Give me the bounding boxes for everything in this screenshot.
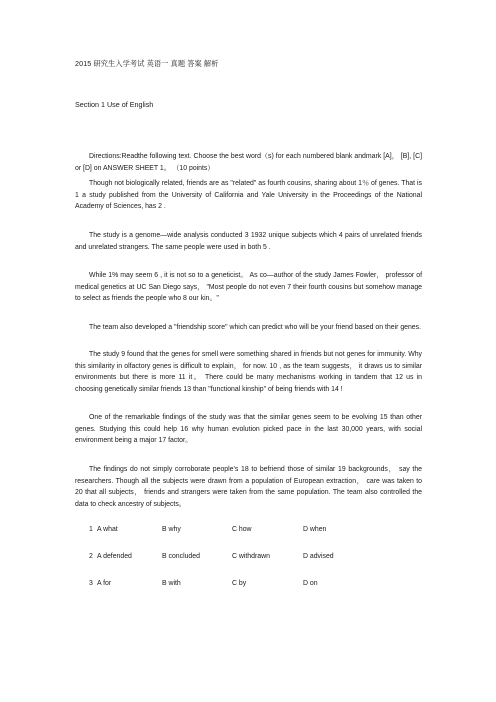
- question-number: 3: [89, 580, 93, 587]
- passage-paragraph: One of the remarkable findings of the study was that the similar genes seem to be evolving 15 than other genes. Studying this could help 16 why human evolution picked pace in the last 30,000 years, with social environment being a major 17 factor。: [75, 414, 422, 445]
- passage-paragraph: The study is a genome—wide analysis conducted 3 1932 unique subjects which 4 pairs of unrelated friends and unrelated strangers. The same people were used in both 5 .: [75, 232, 422, 251]
- option-b: B why: [162, 526, 181, 533]
- section-heading: Section 1 Use of English: [75, 100, 154, 109]
- document-title: 2015 研究生入学考试 英语一 真题 答案 解析: [75, 59, 219, 68]
- passage-paragraph: The findings do not simply corroborate people’s 18 to befriend those of similar 19 backgrounds， say the researchers. Though all the subjects were drawn from a population of European extraction， care was taken to 20 that all subjects， friends and strangers were taken from the same population. The team also controlled the data to check ancestry of subjects。: [75, 466, 422, 508]
- option-a: A what: [97, 526, 118, 533]
- option-b: B concluded: [162, 553, 200, 560]
- option-d: D when: [303, 526, 327, 533]
- passage-paragraph: The team also developed a "friendship score" which can predict who will be your friend based on their genes.: [89, 324, 422, 331]
- option-c: C by: [232, 580, 247, 587]
- passage-paragraph: The study 9 found that the genes for smell were something shared in friends but not genes for immunity. Why this similarity in olfactory genes is difficult to explain， for now. 10 , as the team suggests， it draws us to similar environments but there is more 11 it。 There could be many mechanisms working in tandem that 12 us in choosing genetically similar friends 13 than "functional kinship" of being friends with 14 !: [75, 351, 422, 393]
- option-b: B with: [162, 580, 181, 587]
- option-a: A for: [97, 580, 112, 587]
- option-d: D advised: [303, 553, 334, 560]
- passage-paragraph: Though not biologically related, friends are as "related" as fourth cousins, sharing about 1％ of genes. That is 1 a study published from the University of California and Yale University in the Proceedings of the National Academy of Sciences, has 2 .: [75, 180, 422, 211]
- option-d: D on: [303, 580, 318, 587]
- option-a: A defended: [97, 553, 132, 560]
- question-number: 1: [89, 526, 93, 533]
- question-number: 2: [89, 553, 93, 560]
- passage-paragraph: While 1% may seem 6 , it is not so to a geneticist。 As co—author of the study James Fowler， professor of medical genetics at UC San Diego says， "Most people do not even 7 their fourth cousins but somehow manage to select as friends the people who 8 our kin。": [75, 272, 422, 303]
- option-c: C withdrawn: [232, 553, 270, 560]
- directions-paragraph: Directions:Readthe following text. Choose the best word（s) for each numbered blank andmark [A]， [B], [C] or [D] on ANSWER SHEET 1。 （10 points）: [75, 153, 422, 172]
- option-c: C how: [232, 526, 252, 533]
